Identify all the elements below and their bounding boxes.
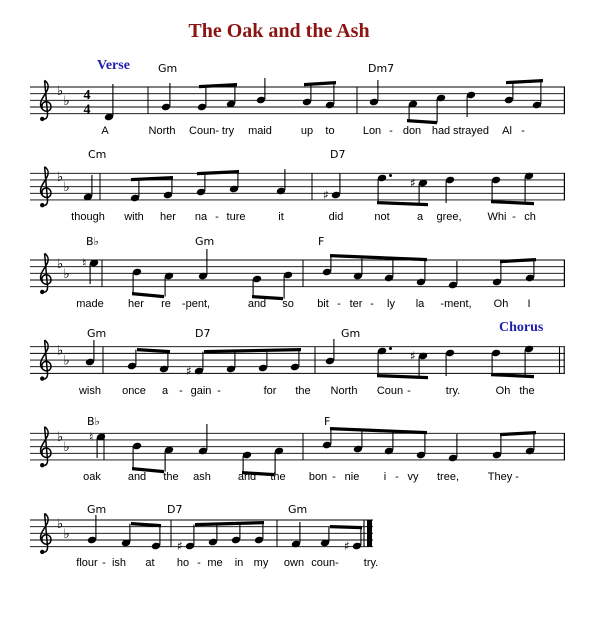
- lyric-syllable: with: [124, 211, 144, 223]
- beam: [377, 201, 428, 206]
- lyric-syllable: ture: [226, 211, 246, 223]
- note: [504, 82, 514, 104]
- lyric-syllable: -: [407, 385, 411, 397]
- lyric-syllable: -ment,: [440, 298, 472, 310]
- staff-system: [30, 339, 565, 381]
- accidental-sharp: ♯: [344, 539, 350, 553]
- staff-system: [30, 167, 565, 208]
- lyric-syllable: -: [370, 298, 374, 310]
- lyric-syllable: not: [374, 211, 390, 223]
- chord-label: Gm: [195, 235, 215, 248]
- lyric-syllable: strayed: [452, 125, 490, 137]
- lyric-syllable: ash: [193, 471, 211, 483]
- note: [159, 351, 169, 373]
- note: [302, 84, 312, 106]
- lyric-syllable: -: [521, 125, 525, 137]
- lyric-syllable: Whi: [487, 211, 507, 223]
- lyric-syllable: flour: [76, 557, 98, 569]
- chord-label: D7: [167, 503, 183, 516]
- lyric-syllable: the: [163, 471, 179, 483]
- lyric-syllable: la: [415, 298, 425, 310]
- lyric-syllable: once: [122, 385, 146, 397]
- lyric-syllable: Oh: [493, 298, 509, 310]
- key-signature-flat: ♭: [57, 343, 64, 359]
- lyric-syllable: and: [127, 471, 147, 483]
- note: [196, 173, 206, 196]
- beam: [377, 374, 428, 379]
- lyric-syllable: maid: [248, 125, 272, 137]
- lyric-syllable: -: [217, 385, 221, 397]
- lyric-syllable: A: [101, 125, 109, 137]
- beam: [204, 348, 301, 353]
- note: [130, 179, 140, 202]
- lyric-syllable: me: [207, 557, 223, 569]
- lyric-syllable: I: [527, 298, 531, 310]
- note: [377, 347, 392, 376]
- note: [445, 176, 455, 203]
- lyric-syllable: her: [160, 211, 176, 223]
- lyric-syllable: had: [431, 125, 451, 137]
- note: [323, 173, 341, 202]
- note: [208, 524, 218, 546]
- chord-label: F: [318, 235, 325, 248]
- lyric-syllable: -: [389, 125, 393, 137]
- chorus-label: Chorus: [499, 320, 544, 335]
- note: [104, 84, 114, 121]
- key-signature-flat: ♭: [57, 256, 64, 272]
- key-signature-flat: ♭: [57, 83, 64, 99]
- beam: [195, 521, 264, 526]
- note: [408, 100, 418, 121]
- beam: [197, 170, 239, 175]
- note: [524, 345, 534, 376]
- chord-label: Gm: [158, 62, 178, 75]
- chord-label: D7: [330, 148, 346, 161]
- note: [177, 525, 195, 553]
- lyric-syllable: the: [270, 471, 286, 483]
- lyric-syllable: Oh: [495, 385, 511, 397]
- note: [197, 86, 207, 111]
- lyric-syllable: the: [295, 385, 311, 397]
- note: [416, 260, 426, 287]
- key-signature-flat: ♭: [63, 353, 70, 369]
- note: [151, 526, 161, 551]
- lyric-syllable: my: [253, 557, 269, 569]
- note: [322, 256, 332, 277]
- lyric-syllable: and: [247, 298, 267, 310]
- lyric-syllable: Al: [502, 125, 512, 137]
- svg-text:4: 4: [83, 102, 91, 118]
- note: [291, 522, 301, 548]
- lyric-syllable: They: [487, 471, 513, 483]
- note: [186, 352, 204, 378]
- chord-label: Gm: [341, 327, 361, 340]
- lyric-syllable: and: [237, 471, 257, 483]
- note: [226, 85, 236, 108]
- lyric-syllable: -pent,: [181, 298, 211, 310]
- song-title: The Oak and the Ash: [188, 20, 370, 42]
- beam: [506, 79, 543, 84]
- note: [198, 249, 208, 280]
- note: [132, 268, 142, 294]
- beam: [500, 258, 536, 263]
- lyric-syllable: vy: [407, 471, 419, 483]
- note: [384, 258, 394, 282]
- note: [83, 175, 93, 201]
- note: [436, 94, 446, 123]
- verse-label: Verse: [97, 58, 130, 73]
- lyric-syllable: Coun: [376, 385, 404, 397]
- lyric-syllable: -: [395, 471, 399, 483]
- lyric-syllable: own: [283, 557, 305, 569]
- lyric-syllable: -: [512, 211, 516, 223]
- lyric-syllable: a: [416, 211, 424, 223]
- note: [325, 339, 335, 365]
- note: [252, 275, 262, 297]
- lyric-syllable: wish: [78, 385, 102, 397]
- lyric-syllable: -: [332, 471, 336, 483]
- beam: [137, 348, 170, 353]
- lyric-syllable: up: [300, 125, 314, 137]
- accidental-natural: ♮: [82, 256, 87, 270]
- lyric-syllable: the: [519, 385, 535, 397]
- lyric-syllable: -: [179, 385, 183, 397]
- lyric-syllable: though: [71, 211, 105, 223]
- lyric-syllable: in: [234, 557, 244, 569]
- note: [466, 91, 476, 117]
- key-signature-flat: ♭: [63, 526, 70, 542]
- lyric-syllable: -: [337, 298, 341, 310]
- key-signature-flat: ♭: [63, 180, 70, 196]
- lyric-syllable: try.: [445, 385, 461, 397]
- accidental-natural: ♮: [89, 430, 94, 444]
- accidental-sharp: ♯: [410, 349, 416, 363]
- lyric-syllable: did: [328, 211, 344, 223]
- lyric-syllable: bit: [317, 298, 329, 310]
- lyric-syllable: so: [282, 298, 294, 310]
- note: [416, 433, 426, 460]
- lyric-syllable: try: [221, 125, 235, 137]
- note: [384, 431, 394, 455]
- key-signature-flat: ♭: [57, 170, 64, 186]
- chord-label: D7: [195, 327, 211, 340]
- lyric-syllable: Lon: [362, 125, 382, 137]
- accidental-sharp: ♯: [323, 188, 329, 202]
- note: [532, 81, 542, 109]
- note: [525, 433, 535, 455]
- chord-label: Cm: [88, 148, 107, 161]
- note: [226, 351, 236, 373]
- lyric-syllable: ly: [387, 298, 395, 310]
- note: [256, 78, 266, 104]
- note: [491, 349, 501, 375]
- lyric-syllable: North: [148, 125, 176, 137]
- note: [89, 430, 106, 458]
- chord-label: Gm: [87, 327, 107, 340]
- note: [524, 172, 534, 203]
- augmentation-dot: [389, 347, 392, 350]
- lyric-syllable: i: [383, 471, 387, 483]
- lyric-syllable: to: [325, 125, 335, 137]
- note: [377, 174, 392, 203]
- note: [164, 446, 174, 472]
- note: [448, 261, 458, 289]
- accidental-sharp: ♯: [177, 539, 183, 553]
- lyric-syllable: at: [145, 557, 155, 569]
- lyric-syllable: a: [161, 385, 169, 397]
- lyric-syllable: try.: [363, 557, 379, 569]
- accidental-sharp: ♯: [186, 364, 192, 378]
- lyric-syllable: made: [76, 298, 104, 310]
- note: [132, 442, 142, 469]
- lyric-syllable: oak: [83, 471, 101, 483]
- beam: [304, 81, 336, 86]
- lyric-syllable: na: [194, 211, 208, 223]
- note: [525, 260, 535, 282]
- time-signature: [84, 88, 91, 117]
- lyric-syllable: bon: [308, 471, 328, 483]
- lyric-syllable: gain: [190, 385, 212, 397]
- note: [121, 524, 131, 548]
- chord-label: B♭: [87, 415, 100, 428]
- lyric-syllable: coun-: [311, 557, 339, 569]
- note: [164, 272, 174, 297]
- accidental-sharp: ♯: [410, 176, 416, 190]
- lyric-syllable: tree,: [436, 471, 460, 483]
- note: [87, 515, 97, 544]
- lyric-syllable: ter: [349, 298, 363, 310]
- lyric-syllable: -: [515, 471, 519, 483]
- key-signature-flat: ♭: [57, 430, 64, 446]
- chord-label: B♭: [86, 235, 99, 248]
- staff-system: [30, 249, 565, 300]
- beam: [491, 200, 534, 205]
- key-signature-flat: ♭: [63, 440, 70, 456]
- note: [491, 176, 501, 202]
- staff-system: [30, 78, 565, 124]
- key-signature-flat: ♭: [63, 266, 70, 282]
- note: [369, 80, 379, 106]
- lyric-syllable: gree,: [436, 211, 462, 223]
- staff-system: [30, 513, 373, 554]
- lyric-syllable: it: [278, 211, 284, 223]
- note: [163, 178, 173, 200]
- lyric-syllable: -: [197, 557, 201, 569]
- note: [448, 434, 458, 462]
- key-signature-flat: ♭: [57, 516, 64, 532]
- lyric-syllable: -: [102, 557, 106, 569]
- key-signature-flat: ♭: [63, 93, 70, 109]
- beam: [330, 525, 362, 529]
- note: [322, 429, 332, 450]
- augmentation-dot: [389, 174, 392, 177]
- note: [242, 451, 252, 473]
- svg-text:4: 4: [83, 88, 91, 103]
- chord-label: F: [324, 415, 331, 428]
- beam: [500, 431, 536, 436]
- beam: [407, 119, 437, 124]
- lyric-syllable: ho: [176, 557, 190, 569]
- lyric-syllable: North: [330, 385, 358, 397]
- lyric-syllable: ch: [524, 211, 536, 223]
- lyric-syllable: ish: [111, 557, 127, 569]
- staff-system: [30, 424, 565, 476]
- lyric-syllable: -: [215, 211, 219, 223]
- chord-label: Gm: [288, 503, 308, 516]
- note: [320, 527, 330, 548]
- chord-label: Gm: [87, 503, 107, 516]
- lyric-syllable: her: [128, 298, 144, 310]
- note: [283, 271, 293, 299]
- lyric-syllable: re: [161, 298, 171, 310]
- lyric-syllable: don: [402, 125, 422, 137]
- note: [229, 172, 239, 194]
- lyric-syllable: Coun-: [189, 125, 219, 137]
- lyric-syllable: nie: [344, 471, 360, 483]
- note: [445, 349, 455, 376]
- note: [492, 262, 502, 287]
- end-barline: [367, 520, 372, 547]
- chord-label: Dm7: [368, 62, 395, 75]
- lyric-syllable: for: [263, 385, 277, 397]
